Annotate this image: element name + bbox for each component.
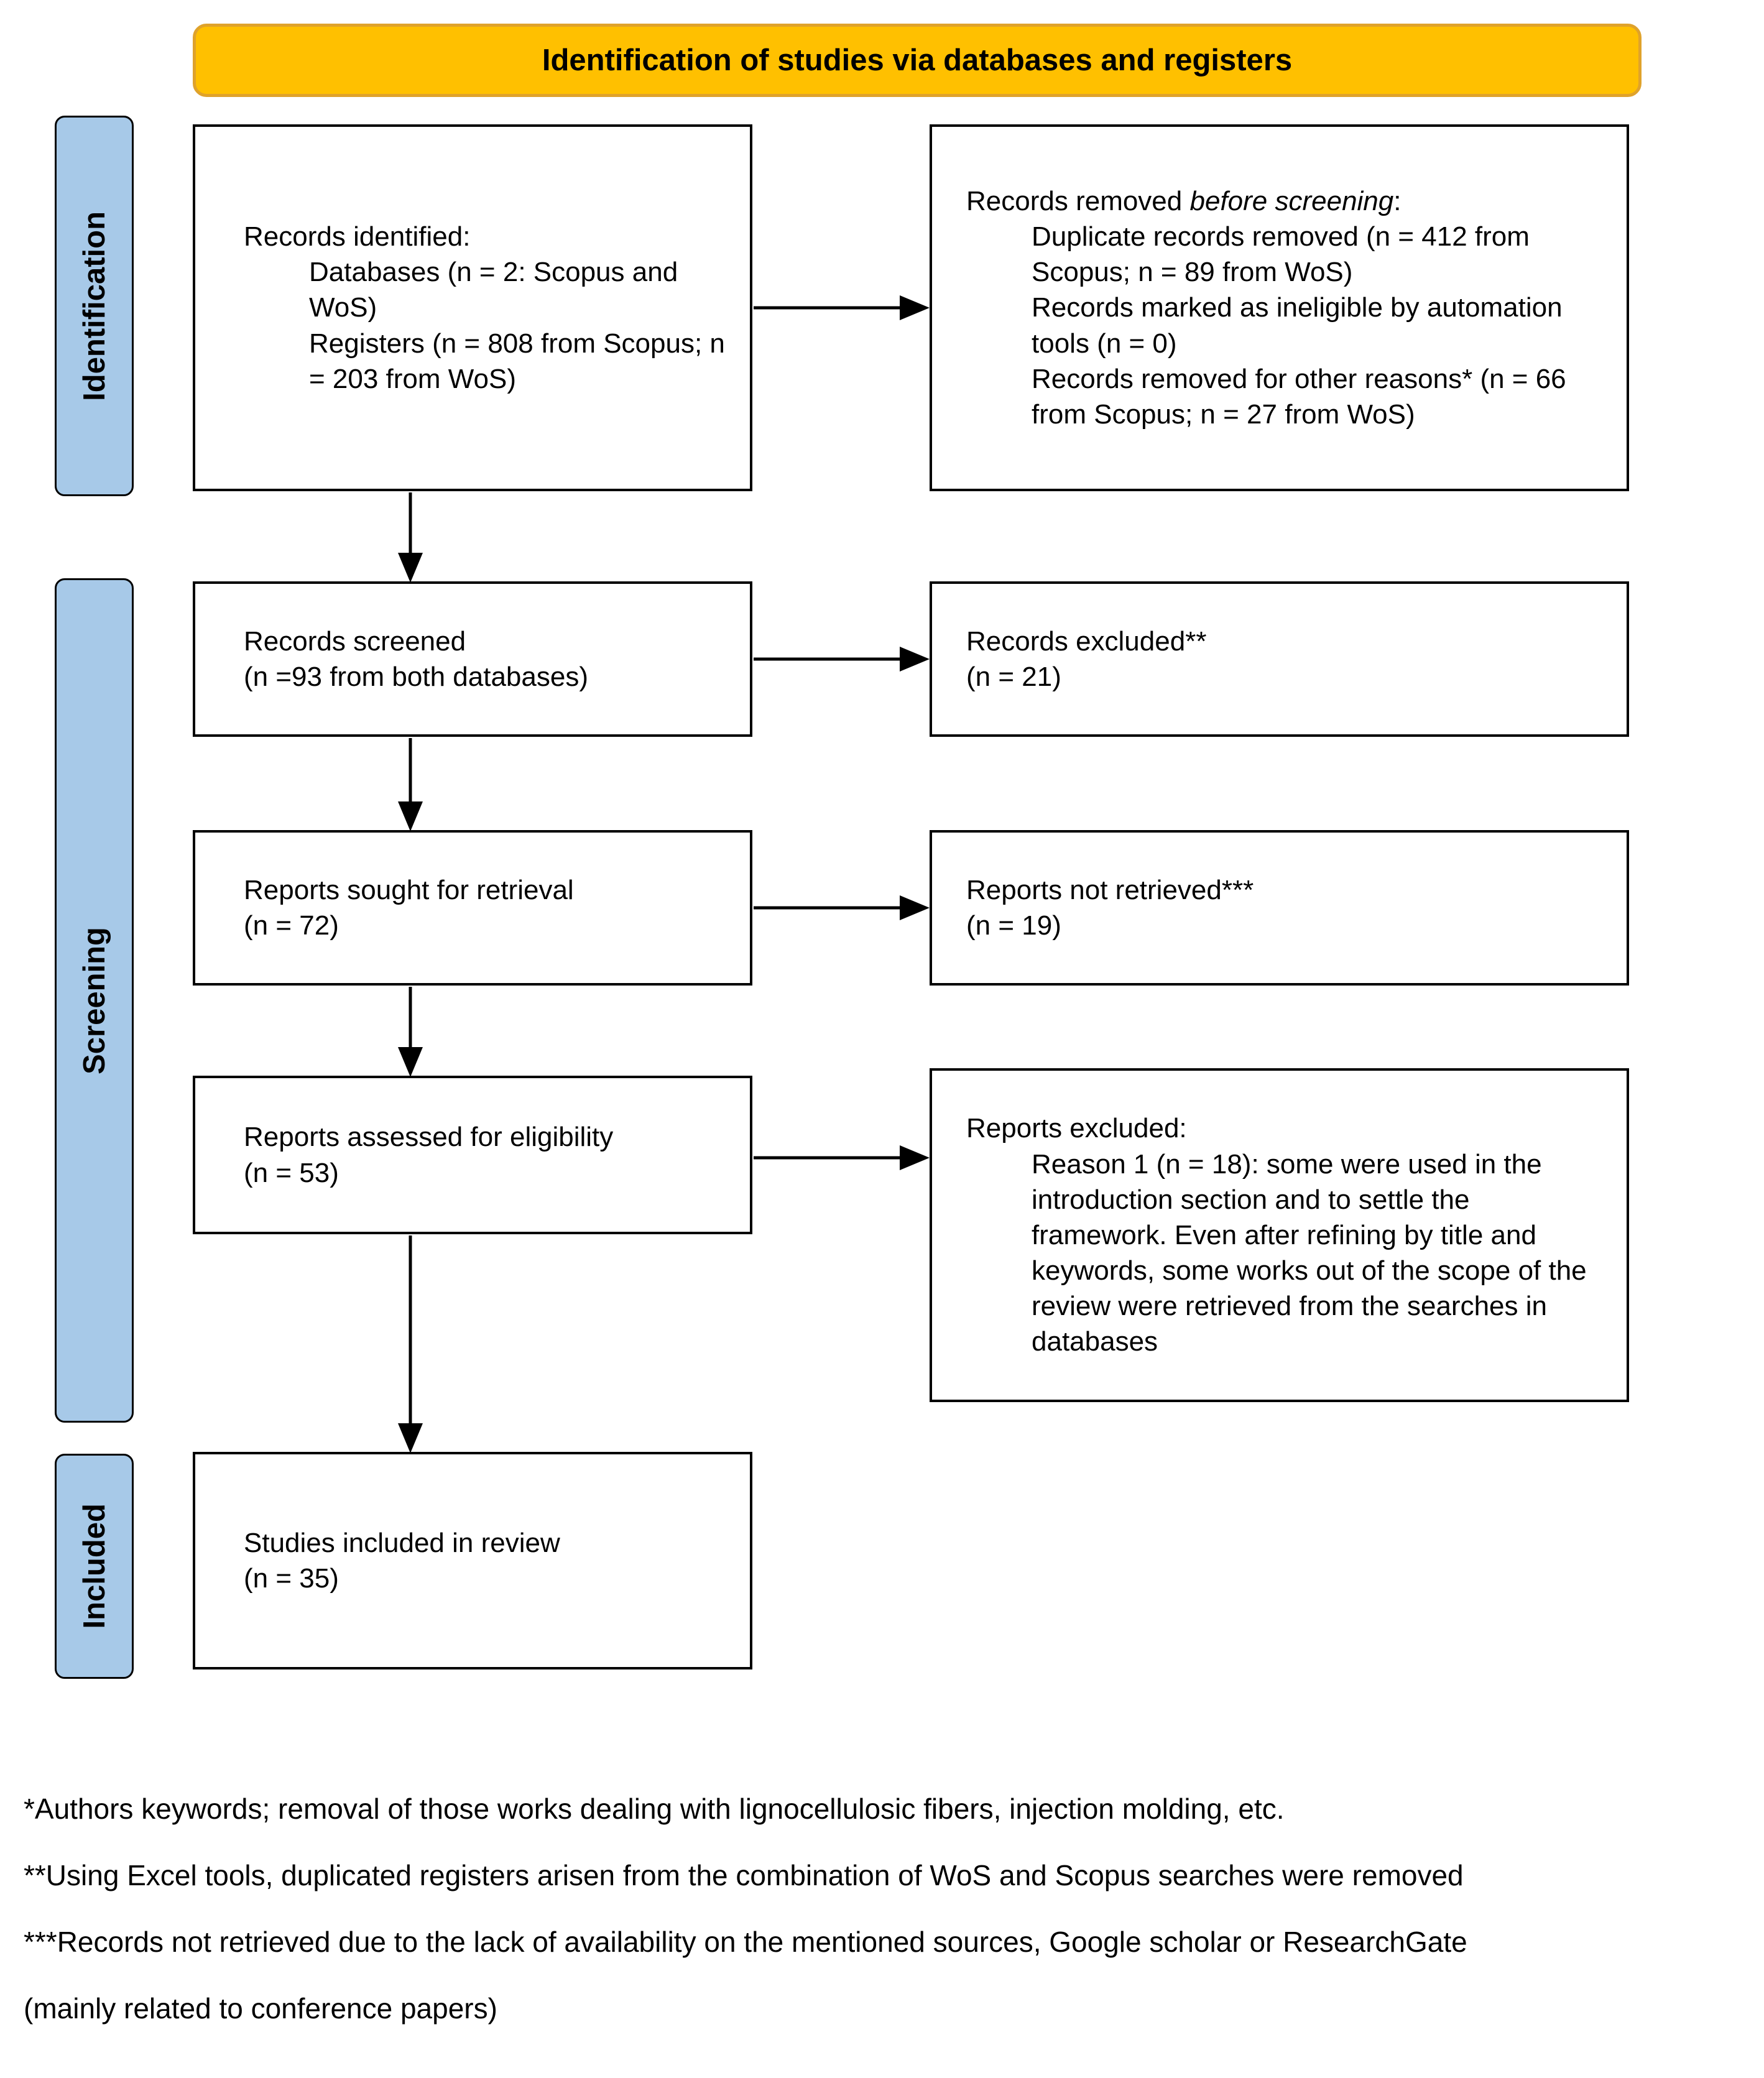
stage-included: [55, 1454, 134, 1679]
arrow-assessed-to-included-head: [398, 1423, 423, 1453]
records-screened-line2: (n =93 from both databases): [244, 662, 588, 692]
arrow-sought-to-assessed-head: [398, 1047, 423, 1077]
records-excluded-line1: Records excluded**: [966, 626, 1207, 657]
records-screened-line1: Records screened: [244, 626, 466, 657]
stage-screening-label: Screening: [77, 926, 111, 1074]
footnote-1: *Authors keywords; removal of those works dealing with lignocellulosic fibers, injection molding, etc.: [24, 1793, 1285, 1825]
records-identified-item: Registers (n = 808 from Scopus; n = 203 from WoS): [309, 328, 725, 394]
stage-identification: [55, 116, 134, 496]
records-removed-title: [966, 183, 1599, 219]
footnote-3: ***Records not retrieved due to the lack of availability on the mentioned sources, Google scholar or ResearchGate: [24, 1925, 1467, 1958]
banner-title: Identification of studies via databases and registers: [542, 44, 1293, 77]
box-records-excluded: [930, 581, 1629, 737]
box-reports-assessed: [193, 1076, 752, 1234]
records-removed-title-pre: Records removed: [966, 185, 1190, 216]
reports-sought-line2: (n = 72): [244, 910, 339, 941]
banner: [193, 24, 1642, 97]
records-identified-item: Databases (n = 2: Scopus and WoS): [309, 257, 678, 323]
records-removed-item: Records marked as ineligible by automation tools (n = 0): [1032, 292, 1563, 359]
arrow-assessed-to-excluded-head: [900, 1145, 930, 1170]
reports-assessed-line1: Reports assessed for eligibility: [244, 1122, 614, 1153]
footnotes: [24, 1791, 1746, 2057]
box-reports-excluded: [930, 1068, 1629, 1402]
studies-included-line1: Studies included in review: [244, 1527, 560, 1558]
reports-excluded-item: Reason 1 (n = 18): some were used in the introduction section and to settle the framework. Even after refining by title and keywords, some works out of the scope of the review were retrieved from the searches in databases: [1032, 1148, 1587, 1357]
records-removed-item: Records removed for other reasons* (n = 66 from Scopus; n = 27 from WoS): [1032, 363, 1566, 430]
box-records-screened: [193, 581, 752, 737]
records-excluded-line2: (n = 21): [966, 662, 1061, 692]
records-identified-title: Records identified:: [244, 221, 471, 252]
arrow-identified-to-removed-head: [900, 295, 930, 320]
arrow-identified-to-screened-head: [398, 553, 423, 583]
box-reports-not-retrieved: [930, 830, 1629, 986]
footnote-2: **Using Excel tools, duplicated registers arisen from the combination of WoS and Scopus searches were removed: [24, 1859, 1464, 1891]
reports-not-retrieved-line1: Reports not retrieved***: [966, 874, 1254, 905]
reports-assessed-line2: (n = 53): [244, 1157, 339, 1188]
footnote-4: (mainly related to conference papers): [24, 1992, 497, 2025]
box-reports-sought: [193, 830, 752, 986]
records-removed-title-italic: before screening: [1189, 185, 1394, 216]
box-records-removed: [930, 124, 1629, 491]
reports-not-retrieved-line2: (n = 19): [966, 910, 1061, 941]
box-records-identified: [193, 124, 752, 491]
stage-included-label: Included: [77, 1503, 111, 1629]
arrow-sought-to-not-retrieved-head: [900, 895, 930, 920]
stage-identification-label: Identification: [77, 211, 111, 401]
arrow-screened-to-excluded-head: [900, 647, 930, 672]
reports-sought-line1: Reports sought for retrieval: [244, 874, 574, 905]
stage-screening: [55, 578, 134, 1423]
arrow-screened-to-sought-head: [398, 801, 423, 831]
records-removed-item: Duplicate records removed (n = 412 from Scopus; n = 89 from WoS): [1032, 221, 1530, 288]
records-removed-title-post: :: [1393, 185, 1402, 216]
studies-included-line2: (n = 35): [244, 1563, 339, 1594]
box-studies-included: [193, 1452, 752, 1669]
reports-excluded-title: Reports excluded:: [966, 1113, 1187, 1144]
